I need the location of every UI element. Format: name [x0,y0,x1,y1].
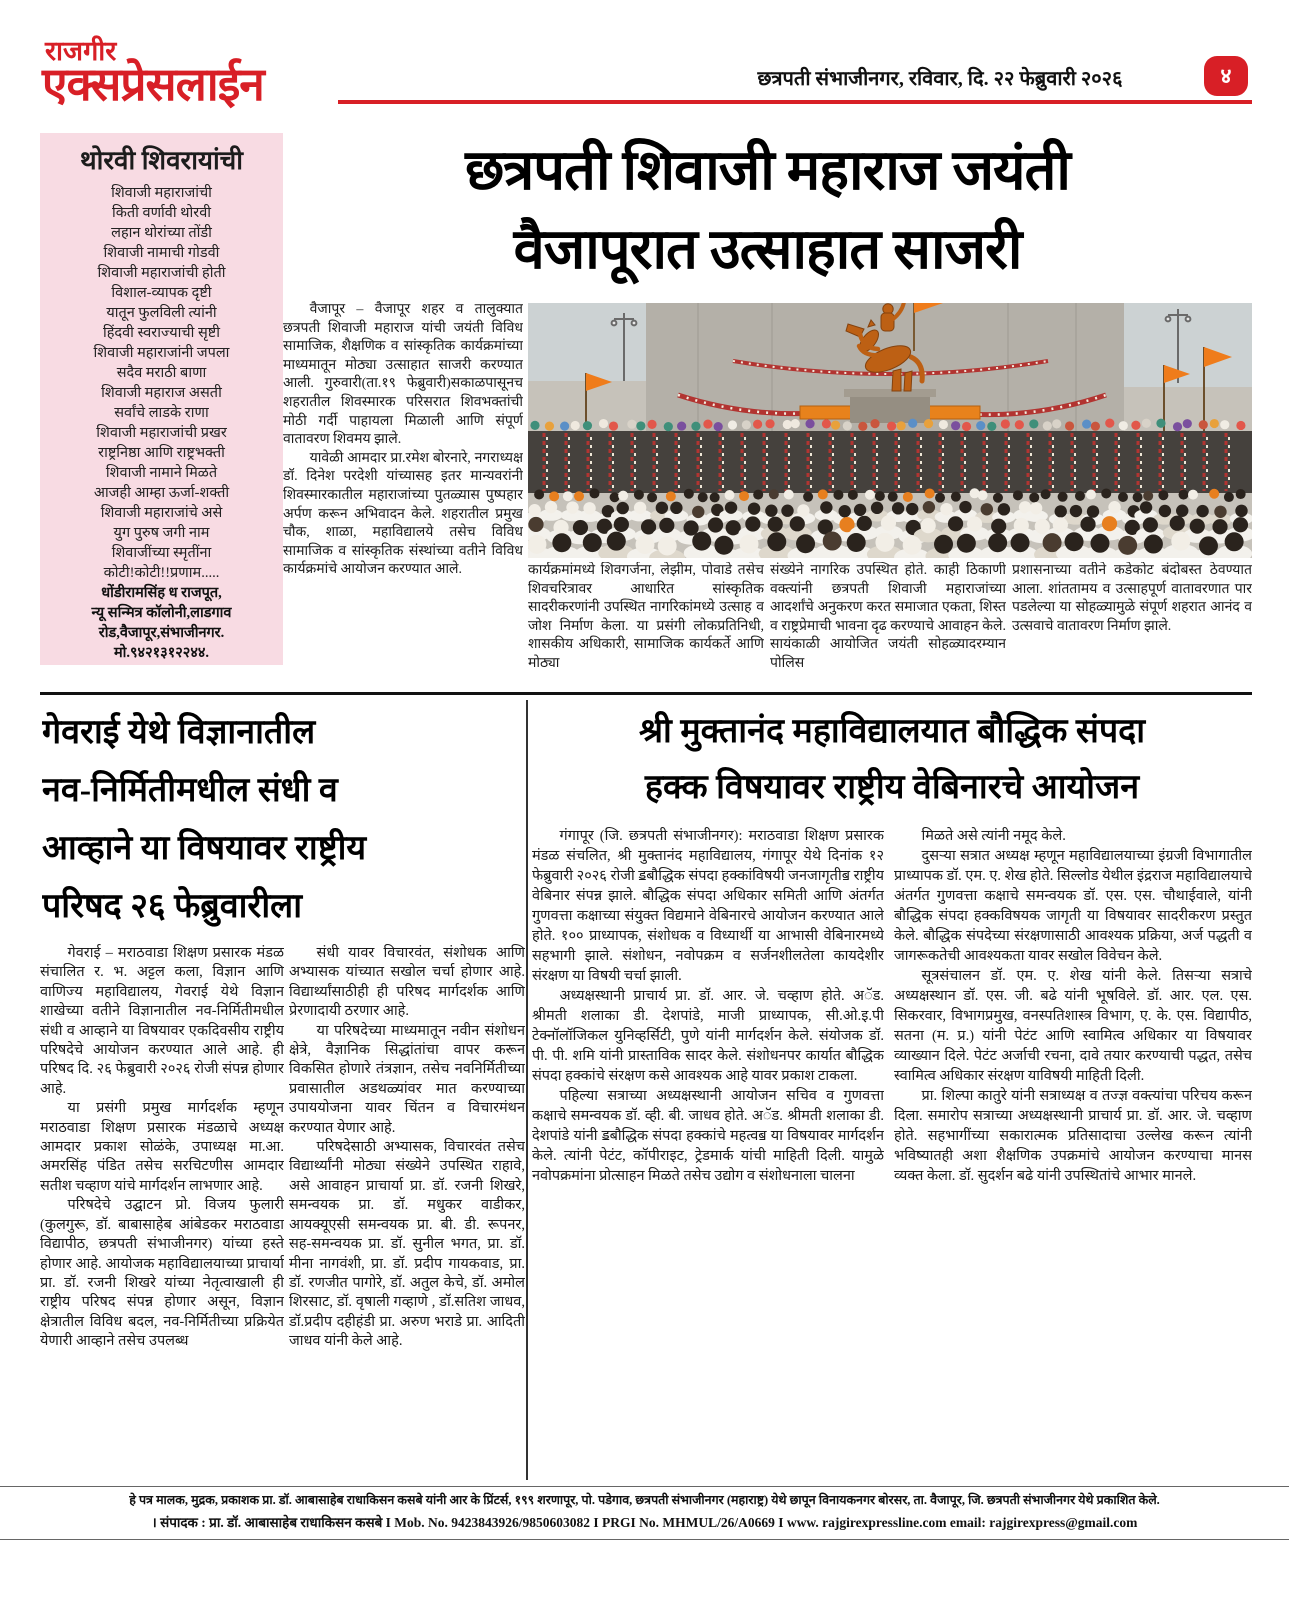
conference-column-1 [40,944,284,1482]
poem-line: शिवाजी महाराजांनी जपला [93,345,230,361]
headline-line: परिषद २६ फेब्रुवारीला [42,888,302,925]
masthead-title: एक्सप्रेसलाईन [42,59,264,110]
poem-signature-line: न्यू सन्मित्र कॉलोनी,लाडगाव [91,605,232,621]
page-number-badge: ४ [1204,56,1248,96]
footer-line-2: । संपादक : प्रा. डॉ. आबासाहेब राधाकिसन कसबे I Mob. No. 9423843926/9850603082 I PRGI No. MHMUL/26/A0669 I www. rajgirexpressline.com email: rajgirexpress@gmail.com [151,1515,1138,1530]
headline-line: आव्हाने या विषयावर राष्ट्रीय [42,830,367,867]
article-paragraph: सूत्रसंचालन डॉ. एम. ए. शेख यांनी केले. तिसऱ्या सत्राचे अध्यक्षस्थान डॉ. एस. जी. बढे यांनी भूषविले. डॉ. आर. एल. एस. सिकरवार, विभागप्रमुख, वनस्पतिशास्त्र विभाग, ए. के. एस. विद्यापीठ, सतना (म. प्र.) यांनी पेटंट आणि स्वामित्व अधिकार या विषयावर व्याख्यान दिले. पेटंट अर्जाची रचना, दावे तयार करण्याची पद्धत, तसेच स्वामित्व अधिकार संरक्षण याविषयी माहिती दिली. [894,968,1252,1084]
caption-column: कार्यक्रमांमध्ये शिवगर्जना, लेझीम, पोवाडे तसेच शिवचरित्रावर आधारित सांस्कृतिक सादरीकरणांनी उपस्थित नागरिकांमध्ये उत्साह व जोश निर्माण केला. या प्रसंगी लोकप्रतिनिधी, शासकीय अधिकारी, सामाजिक कार्यकर्ते आणि मोठ्या [528,563,764,671]
poem-line: शिवाजी महाराज असती [101,385,222,401]
headline-line: श्री मुक्तानंद महाविद्यालयात बौद्धिक संपदा [638,713,1146,750]
poem-line: राष्ट्रनिष्ठा आणि राष्ट्रभक्ती [98,445,225,461]
poem-signature-line: रोड,वैजापूर,संभाजीनगर. [98,625,225,641]
poem-line: सर्वांचे लाडके राणा [114,405,209,421]
poem-line: शिवाजी महाराजांची [111,185,212,201]
section-divider [40,692,1252,695]
article-paragraph: अध्यक्षस्थानी प्राचार्य प्रा. डॉ. आर. जे. चव्हाण होते. अॅड. श्रीमती शलाका डी. देशपांडे, माजी प्राध्यापक, सी.ओ.इ.पी टेक्नॉलॉजिकल युनिव्हर्सिटी, पुणे यांनी मार्गदर्शन केले. संयोजक डॉ. पी. पी. शमि यांनी प्रास्ताविक सादर केले. संशोधनपर कार्यात बौद्धिक संपदा हक्कांचे संरक्षण कसे आवश्यक आहे यावर प्रकाश टाकला. [532,988,884,1084]
article-paragraph: वैजापूर – वैजापूर शहर व तालुक्यात छत्रपती शिवाजी महाराज यांची जयंती विविध सामाजिक, शैक्षणिक व सांस्कृतिक कार्यक्रमांच्या माध्यमातून मोठ्या उत्साहात साजरी करण्यात आली. गुरुवारी(ता.१९ फेब्रुवारी)सकाळपासूनच शहरातील शिवस्मारक परिसरात शिवभक्तांची मोठी गर्दी पाहायला मिळाली आणि संपूर्ण वातावरण शिवमय झाले. [283,302,523,448]
article-paragraph: प्रा. शिल्पा कातुरे यांनी सत्राध्यक्ष व तज्ज्ञ वक्त्यांचा परिचय करून दिला. समारोप सत्राच्या अध्यक्षस्थानी प्राचार्य प्रा. डॉ. आर. जे. चव्हाण होते. सहभागींच्या सकारात्मक प्रतिसादाचा उल्लेख करून त्यांनी भविष्यातही अशा शैक्षणिक उपक्रमांचे आयोजन करण्याचा मानस व्यक्त केला. डॉ. सुदर्शन बढे यांनी उपस्थितांचे आभार मानले. [894,1088,1252,1184]
headline-line: हक्क विषयावर राष्ट्रीय वेबिनारचे आयोजन [644,769,1140,806]
poem-line: किती वर्णावी थोरवी [111,205,212,221]
caption-column: प्रशासनाच्या वतीने कडेकोट बंदोबस्त ठेवण्यात आला. शांततामय व उत्साहपूर्ण वातावरणात पार पडलेल्या या सोहळ्यामुळे संपूर्ण शहरात आनंद व उत्सवाचे वातावरण निर्माण झाले. [1012,563,1252,634]
poem-line: शिवाजी नामाची गोडवी [103,245,220,261]
poem-line: शिवाजी महाराजांचे असे [100,505,223,521]
poem-box [40,133,283,665]
article-paragraph: या परिषदेच्या माध्यमातून नवीन संशोधन क्षेत्रे, वैज्ञानिक सिद्धांतांचा वापर करून विकसित होणारे तंत्रज्ञान, तसेच नवनिर्मितीच्या प्रवासातील अडथळ्यांवर मात करण्याच्या उपाययोजना यावर चिंतन व विचारमंथन करण्यात येणार आहे. [289,1022,525,1136]
article-paragraph: मिळते असे त्यांनी नमूद केले. [921,828,1066,844]
conference-headline [42,704,526,938]
lead-article-column [283,301,523,683]
caption-column: संख्येने नागरिक उपस्थित होते. काही ठिकाणी वक्त्यांनी छत्रपती शिवाजी महाराजांच्या आदर्शांचे अनुकरण करत समाजात एकता, शिस्त व राष्ट्रप्रेमाची भावना दृढ करण्याचे आवाहन केले. सायंकाळी आयोजित जयंती सोहळ्यादरम्यान पोलिस [770,563,1006,671]
headline-line: वैजापूरात उत्साहात साजरी [513,219,1022,281]
poem-line: कोटी!कोटी!!प्रणाम..... [103,565,220,581]
poem-line: शिवाजी महाराजांची प्रखर [96,425,227,441]
poem-signature-line: धोंडीरामसिंह ध राजपूत, [101,585,222,601]
poem-line: हिंदवी स्वराज्याची सृष्टी [102,325,221,341]
headline-line: छत्रपती शिवाजी महाराज जयंती [465,140,1070,202]
jayanti-photo [528,303,1252,558]
article-paragraph: गंगापूर (जि. छत्रपती संभाजीनगर): मराठवाडा शिक्षण प्रसारक मंडळ संचलित, श्री मुक्तानंद महाविद्यालय, गंगापूर येथे दिनांक १२ फेब्रुवारी २०२६ रोजी ॾबौद्धिक संपदा हक्कांविषयी जनजागृतीॿ राष्ट्रीय वेबिनार संपन्न झाले. बौद्धिक संपदा अधिकार समिती आणि अंतर्गत गुणवत्ता कक्षाच्या संयुक्त विद्यमाने वेबिनारचे आयोजन करण्यात आले होते. १०० प्राध्यापक, संशोधक व विध्यार्थी या आभासी वेबिनारमध्ये सहभागी झाले. संशोधन, नवोपक्रम व सर्जनशीलतेला कायदेशीर संरक्षण या विषयी चर्चा झाली. [532,828,884,984]
webinar-column-1 [532,826,884,1480]
poem-line: शिवाजी नामाने मिळते [105,465,218,481]
poem-line: विशाल-व्यापक दृष्टी [111,285,212,301]
footer-rule [0,1486,1289,1487]
masthead-rule [338,100,1252,104]
poem-line: आजही आम्हा ऊर्जा-शक्ती [93,485,230,501]
poem-line: सदैव मराठी बाणा [116,365,207,381]
poem-line: युग पुरुष जगी नाम [113,525,210,541]
lead-headline [283,132,1252,290]
headline-line: गेवराई येथे विज्ञानातील [42,714,316,751]
statue-pedestal [844,389,936,423]
poem-line: लहान थोरांच्या तोंडी [111,225,212,241]
footer-line-1: हे पत्र मालक, मुद्रक, प्रकाशक प्रा. डॉ. आबासाहेब राधाकिसन कसबे यांनी आर के प्रिंटर्स, १९९ शरणापूर, पो. पडेगाव, छत्रपती संभाजीनगर (महाराष्ट्र) येथे छापून विनायकनगर बोरसर, ता. वैजापूर, जि. छत्रपती संभाजीनगर येथे प्रकाशित केले. [129,1493,1160,1507]
poem-signature [40,583,283,663]
article-paragraph: यावेळी आमदार प्रा.रमेश बोरनारे, नगराध्यक्ष डॉ. दिनेश परदेशी यांच्यासह इतर मान्यवरांनी शिवस्मारकातील महाराजांच्या पुतळ्यास पुष्पहार अर्पण करून अभिवादन केले. शहरातील प्रमुख चौक, शाळा, महाविद्यालये तसेच विविध सामाजिक व सांस्कृतिक संस्थांच्या वतीने विविध कार्यक्रमांचे आयोजन करण्यात आले. [283,450,523,578]
webinar-column-2 [894,826,1252,1480]
poem-line: शिवाजी महाराजांची होती [97,265,226,281]
poem-line: शिवाजींच्या स्मृतींना [111,545,212,561]
article-paragraph: परिषदेसाठी अभ्यासक, विचारवंत तसेच विद्यार्थ्यांनी मोठ्या संख्येने उपस्थित राहावे, असे आवाहन प्राचार्या प्रा. डॉ. रजनी शिखरे, समन्वयक प्रा. डॉ. मधुकर वाडीकर, आयक्यूएसी समन्वयक प्रा. बी. डी. रूपनर, सह-समन्वयक प्रा. डॉ. सुनील भगत, प्रा. डॉ. मीना नागवंशी, प्रा. डॉ. प्रदीप गायकवाड, प्रा. डॉ. रणजीत पागोरे, डॉ. अतुल केचे, डॉ. अमोल शिरसाट, डॉ. वृषाली गव्हाणे , डॉ.सतिश जाधव, डॉ.प्रदीप दहीहंडी प्रा. अरुण भराडे प्रा. आदिती जाधव यांनी केले आहे. [289,1139,525,1350]
column-divider [526,700,528,1480]
article-paragraph: या प्रसंगी प्रमुख मार्गदर्शक म्हणून मराठवाडा शिक्षण प्रसारक मंडळाचे अध्यक्ष आमदार प्रकाश सोळंके, उपाध्यक्ष मा.आ. अमरसिंह पंडित तसेच सरचिटणीस आमदार सतीश चव्हाण यांचे मार्गदर्शन लाभणार आहे. [40,1100,284,1194]
article-paragraph: गेवराई – मराठवाडा शिक्षण प्रसारक मंडळ संचालित र. भ. अट्टल कला, विज्ञान आणि वाणिज्य महाविद्यालय, गेवराई येथे विज्ञान शाखेच्या वतीने विज्ञानातील नव-निर्मितीमधील संधी व आव्हाने या विषयावर एकदिवसीय राष्ट्रीय परिषदेचे आयोजन करण्यात आले आहे. ही परिषद दि. २६ फेब्रुवारी २०२६ रोजी संपन्न होणार आहे. [40,945,284,1097]
poem-line: यातून फुलविली त्यांनी [106,305,217,321]
article-paragraph: संधी यावर विचारवंत, संशोधक आणि अभ्यासक यांच्यात सखोल चर्चा होणार आहे. विद्यार्थ्यांसाठीही ही परिषद मार्गदर्शक आणि प्रेरणादायी ठरणार आहे. [289,945,525,1020]
poem-title: थोरवी शिवरायांची [80,146,243,175]
article-paragraph: दुसऱ्या सत्रात अध्यक्ष म्हणून महाविद्यालयाच्या इंग्रजी विभागातील प्राध्यापक डॉ. एम. ए. शेख होते. सिल्लोड येथील इंद्रराज महाविद्यालयाचे अंतर्गत गुणवत्ता कक्षाचे समन्वयक डॉ. एस. एस. चौथाईवाले, यांनी बौद्धिक संपदा हक्कविषयक जागृती या विषयावर सादरीकरण प्रस्तुत केले. बौद्धिक संपदेच्या संरक्षणासाठी आवश्यक प्रक्रिया, अर्ज पद्धती व जागरूकतेची आवश्यकता यावर सखोल विवेचन केले. [894,848,1252,964]
poem-lines [40,183,283,583]
footer-rule [0,1539,1289,1540]
dateline: छत्रपती संभाजीनगर, रविवार, दि. २२ फेब्रुवारी २०२६ [757,68,1123,90]
conference-column-2 [289,944,525,1482]
masthead-kicker: राजगीर [45,36,117,66]
article-paragraph: परिषदेचे उद्घाटन प्रो. विजय फुलारी (कुलगुरू, डॉ. बाबासाहेब आंबेडकर मराठवाडा विद्यापीठ, छत्रपती संभाजीनगर) यांच्या हस्ते होणार आहे. आयोजक महाविद्यालयाच्या प्राचार्या प्रा. डॉ. रजनी शिखरे यांच्या नेतृत्वाखाली ही राष्ट्रीय परिषद संपन्न होणार असून, विज्ञान क्षेत्रातील विविध बदल, नव-निर्मितीच्या प्रक्रियेत येणारी आव्हाने तसेच उपलब्ध [40,1197,284,1350]
photo-illustration [528,303,1252,558]
poem-signature-line: मो.९४२१३१२२४४. [113,645,210,661]
headline-line: नव-निर्मितीमधील संधी व [42,772,338,809]
article-paragraph: पहिल्या सत्राच्या अध्यक्षस्थानी आयोजन सचिव व गुणवत्ता कक्षाचे समन्वयक डॉ. व्ही. बी. जाधव होते. अॅड. श्रीमती शलाका डी. देशपांडे यांनी ॾबौद्धिक संपदा हक्कांचे महत्वॿ या विषयावर मार्गदर्शन केले. त्यांनी पेटंट, कॉपीराइट, ट्रेडमार्क यांची माहिती दिली. यामुळे नवोपक्रमांना प्रोत्साहन मिळते तसेच उद्योग व संशोधनाला चालना [532,1088,884,1184]
webinar-headline [532,704,1252,816]
stage-band [528,431,1252,493]
